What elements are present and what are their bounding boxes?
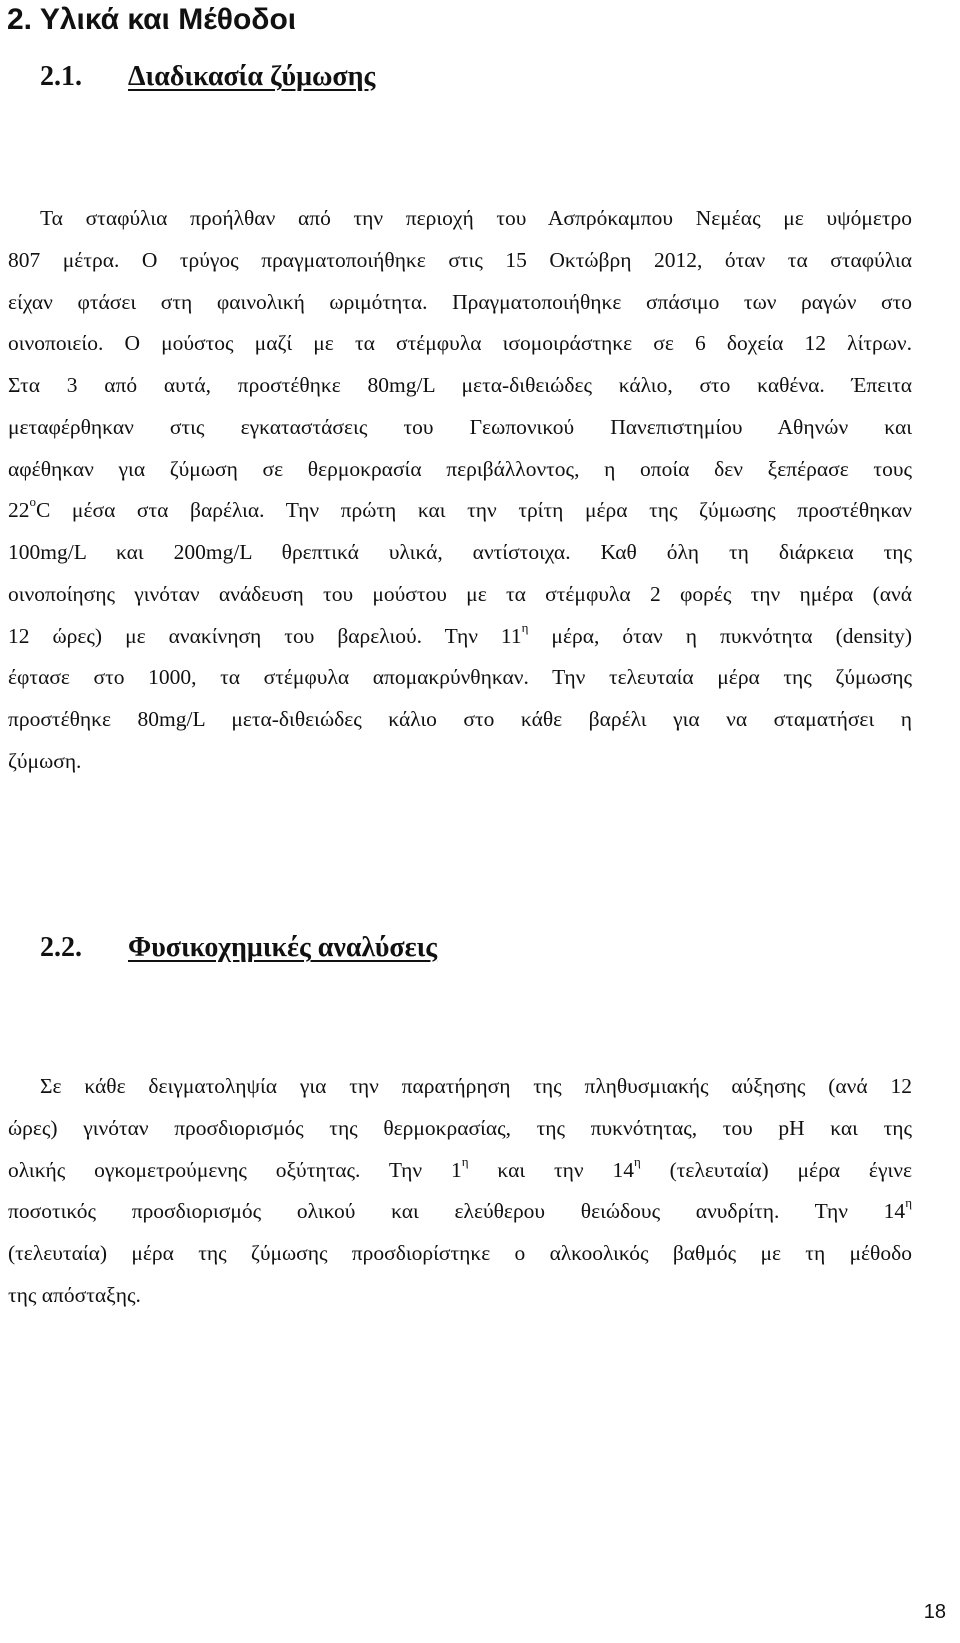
fermentation-paragraph xyxy=(8,198,912,783)
paragraph-line: ζύμωση. xyxy=(8,748,82,773)
paragraph-line xyxy=(8,616,912,658)
ordinal-superscript: η xyxy=(461,1153,469,1169)
paragraph-line: είχαν φτάσει στη φαινολική ωριμότητα. Πραγματοποιήθηκε σπάσιμο των ραγών στο xyxy=(8,289,912,314)
paragraph-line: 807 μέτρα. Ο τρύγος πραγματοποιήθηκε στις 15 Οκτώβρη 2012, όταν τα σταφύλια xyxy=(8,247,912,272)
text-run: μέρα, όταν η πυκνότητα (density) xyxy=(528,623,912,648)
paragraph-line: Στα 3 από αυτά, προστέθηκε 80mg/L μετα-διθειώδες κάλιο, στο καθένα. Έπειτα xyxy=(8,373,912,397)
paragraph-line: οινοποίησης γινόταν ανάδευση του μούστου με τα στέμφυλα 2 φορές την ημέρα (ανά xyxy=(8,581,912,606)
paragraph-line xyxy=(8,490,912,532)
analyses-paragraph xyxy=(8,1066,912,1317)
subsection-heading-2 xyxy=(40,931,437,965)
paragraph-line: έφτασε στο 1000, τα στέμφυλα απομακρύνθηκαν. Την τελευταία μέρα της ζύμωσης xyxy=(8,665,912,690)
ordinal-superscript: η xyxy=(521,619,529,635)
text-run: ποσοτικός προσδιορισμός ολικού και ελεύθερου θειώδους ανυδρίτη. Την 14 xyxy=(8,1199,906,1224)
section-number: 2. xyxy=(7,3,33,36)
paragraph-line: Τα σταφύλια προήλθαν από την περιοχή του Ασπρόκαμπου Νεμέας με υψόμετρο xyxy=(40,206,912,230)
paragraph-line: αφέθηκαν για ζύμωση σε θερμοκρασία περιβάλλοντος, η οποία δεν ξεπέρασε τους xyxy=(8,456,912,481)
paragraph-line: προστέθηκε 80mg/L μετα-διθειώδες κάλιο στο κάθε βαρέλι για να σταματήσει η xyxy=(8,707,912,731)
paragraph-line xyxy=(8,1150,912,1192)
subsection-2-title: Φυσικοχημικές αναλύσεις xyxy=(128,932,438,963)
text-run: C μέσα στα βαρέλια. Την πρώτη και την τρίτη μέρα της ζύμωσης προστέθηκαν xyxy=(36,498,912,523)
subsection-1-title: Διαδικασία ζύμωσης xyxy=(128,61,376,92)
subsection-2-number: 2.2. xyxy=(40,932,82,963)
paragraph-line: (τελευταία) μέρα της ζύμωσης προσδιορίστηκε ο αλκοολικός βαθμός με τη μέθοδο xyxy=(8,1241,912,1265)
paragraph-line: της απόσταξης. xyxy=(8,1282,141,1307)
ordinal-superscript: η xyxy=(633,1153,641,1169)
paragraph-line: 100mg/L και 200mg/L θρεπτικά υλικά, αντίστοιχα. Καθ όλη τη διάρκεια της xyxy=(8,540,912,564)
paragraph-line: μεταφέρθηκαν στις εγκαταστάσεις του Γεωπονικού Πανεπιστημίου Αθηνών και xyxy=(8,414,912,439)
section-heading xyxy=(7,2,296,38)
text-run: και την 14 xyxy=(468,1157,634,1182)
text-run: (τελευταία) μέρα έγινε xyxy=(640,1157,912,1182)
subsection-1-number: 2.1. xyxy=(40,61,82,92)
paragraph-line: Σε κάθε δειγματοληψία για την παρατήρηση της πληθυσμιακής αύξησης (ανά 12 xyxy=(40,1074,912,1098)
text-run: 22 xyxy=(8,498,30,523)
paragraph-line: οινοποιείο. Ο μούστος μαζί με τα στέμφυλα ισομοιράστηκε σε 6 δοχεία 12 λίτρων. xyxy=(8,331,912,356)
subsection-heading-1 xyxy=(40,60,375,94)
paragraph-line: ώρες) γινόταν προσδιορισμός της θερμοκρασίας, της πυκνότητας, του pH και της xyxy=(8,1115,912,1140)
degree-superscript: o xyxy=(29,494,36,510)
text-run: ολικής ογκομετρούμενης οξύτητας. Την 1 xyxy=(8,1157,462,1182)
section-title: Υλικά και Μέθοδοι xyxy=(39,3,297,36)
text-run: 12 ώρες) με ανακίνηση του βαρελιού. Την 11 xyxy=(8,623,522,648)
page-number: 18 xyxy=(923,1601,946,1623)
paragraph-line xyxy=(8,1191,912,1233)
ordinal-superscript: η xyxy=(905,1195,912,1211)
